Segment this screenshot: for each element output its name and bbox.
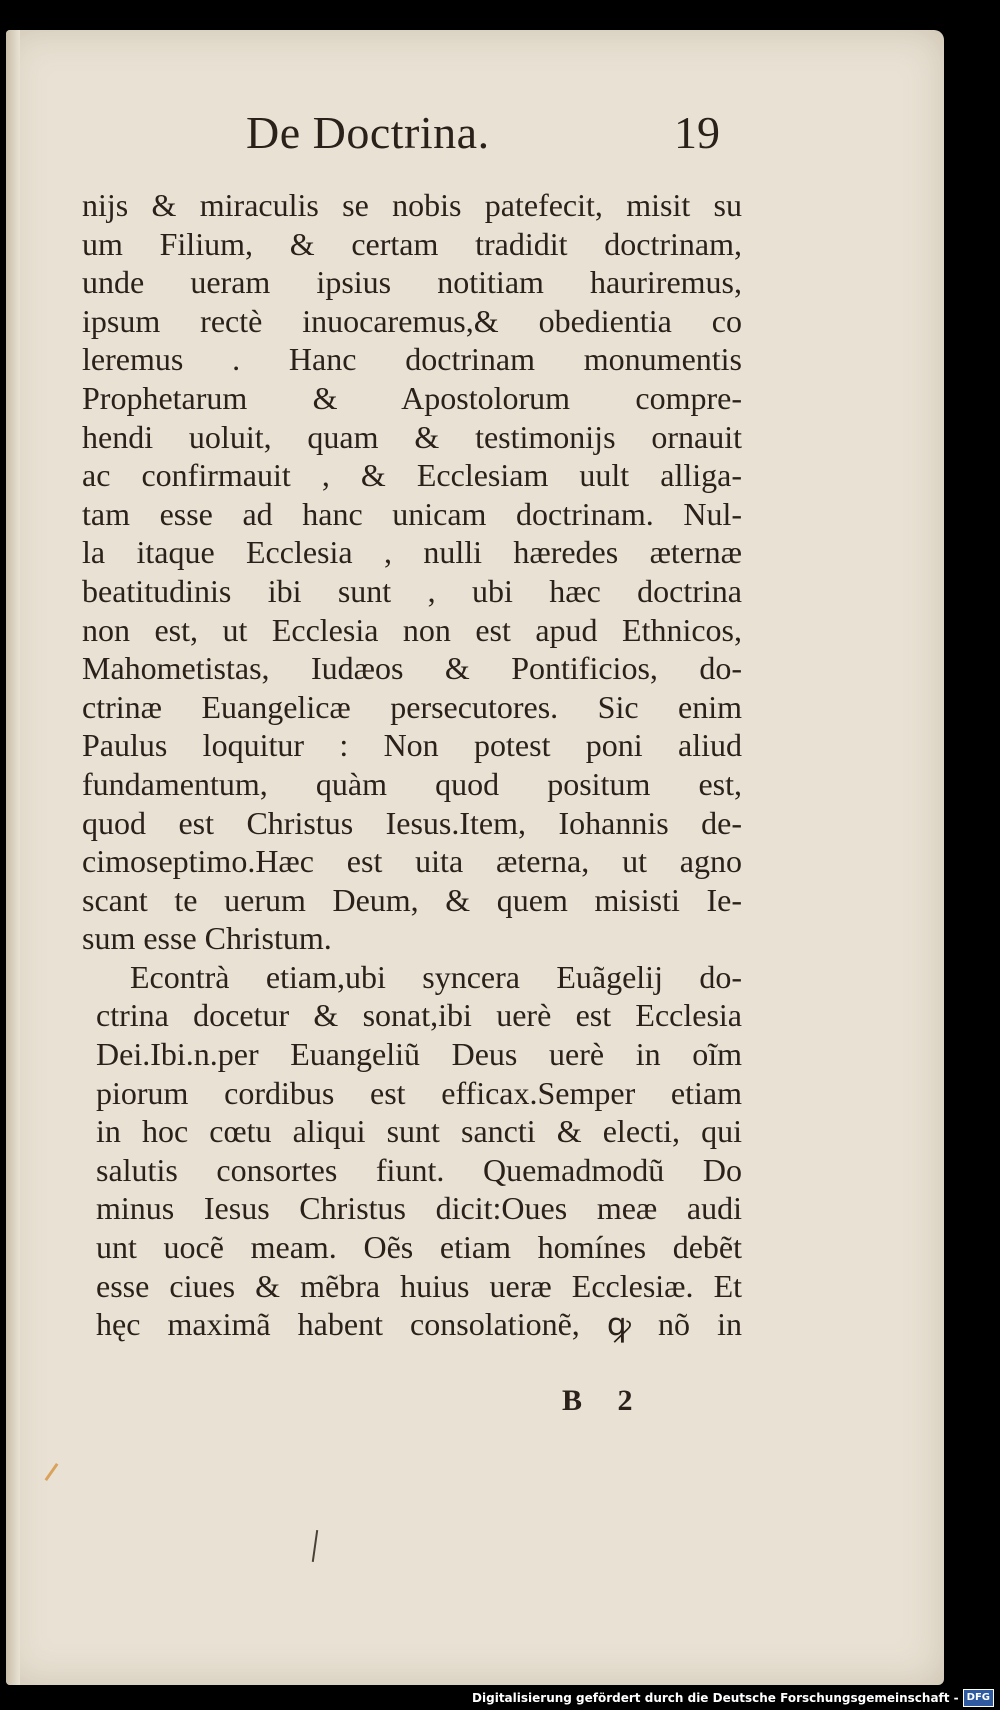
text-line: Econtrà etiam,ubi syncera Euãgelij do- [130,958,742,995]
text-line: hendi uoluit, quam & testimonijs ornauit [82,418,742,455]
text-line: ctrina docetur & sonat,ibi uerè est Ecclesia [96,997,742,1034]
paper-mark [45,1463,59,1481]
text-block [82,186,742,1344]
text-line: Prophetarum & Apostolorum compre- [82,379,742,416]
text-line: scant te uerum Deum, & quem misisti Ie- [82,881,742,918]
text-line: piorum cordibus est efficax.Semper etiam [96,1074,742,1111]
text-line: ac confirmauit , & Ecclesiam uult alliga- [82,457,742,494]
paragraph-1 [82,186,742,958]
footer-credit: Digitalisierung gefördert durch die Deutsche Forschungsgemeinschaft - [472,1691,959,1705]
text-line: la itaque Ecclesia , nulli hæredes æternæ [82,534,742,571]
digitization-footer [472,1687,994,1709]
page-edge [6,30,20,1685]
paper-mark [312,1530,318,1562]
text-line: beatitudinis ibi sunt , ubi hæc doctrina [82,572,742,609]
signature-mark: B 2 [562,1384,647,1417]
text-line: fundamentum, quàm quod positum est, [82,765,742,802]
text-line: in hoc cœtu aliqui sunt sancti & electi, qui [96,1113,742,1150]
text-line: nijs & miraculis se nobis patefecit, misit su [82,187,742,223]
text-line: Paulus loquitur : Non potest poni aliud [82,727,742,764]
text-line: Mahometistas, Iudæos & Pontificios, do- [82,650,742,687]
running-head [6,106,944,176]
text-line: Dei.Ibi.n.per Euangeliũ Deus uerè in oĩm [96,1036,742,1073]
text-line: ipsum rectè inuocaremus,& obedientia co [82,302,742,339]
dfg-logo: DFG [963,1689,994,1707]
paragraph-2 [82,958,742,1344]
book-page [6,30,944,1685]
text-line: tam esse ad hanc unicam doctrinam. Nul- [82,495,742,532]
text-line: sum esse Christum. [82,920,332,957]
text-line: unde ueram ipsius notitiam hauriremus, [82,264,742,301]
text-line: ctrinæ Euangelicæ persecutores. Sic enim [82,688,742,725]
text-line: hęc maximã habent consolationẽ, ꝙ nõ in [96,1306,742,1343]
text-line: um Filium, & certam tradidit doctrinam, [82,225,742,262]
text-line: cimoseptimo.Hæc est uita æterna, ut agno [82,843,742,880]
text-line: minus Iesus Christus dicit:Oues meæ audi [96,1190,742,1227]
text-line: leremus . Hanc doctrinam monumentis [82,341,742,378]
page-number: 19 [674,107,720,158]
text-line: non est, ut Ecclesia non est apud Ethnicos, [82,611,742,648]
text-line: unt uocẽ meam. Oẽs etiam homínes debẽt [96,1229,742,1266]
text-line: quod est Christus Iesus.Item, Iohannis de- [82,804,742,841]
text-line: salutis consortes fiunt. Quemadmodũ Do [96,1151,742,1188]
text-line: esse ciues & mẽbra huius ueræ Ecclesiæ. Et [96,1267,742,1304]
running-head-title: De Doctrina. [246,107,490,158]
